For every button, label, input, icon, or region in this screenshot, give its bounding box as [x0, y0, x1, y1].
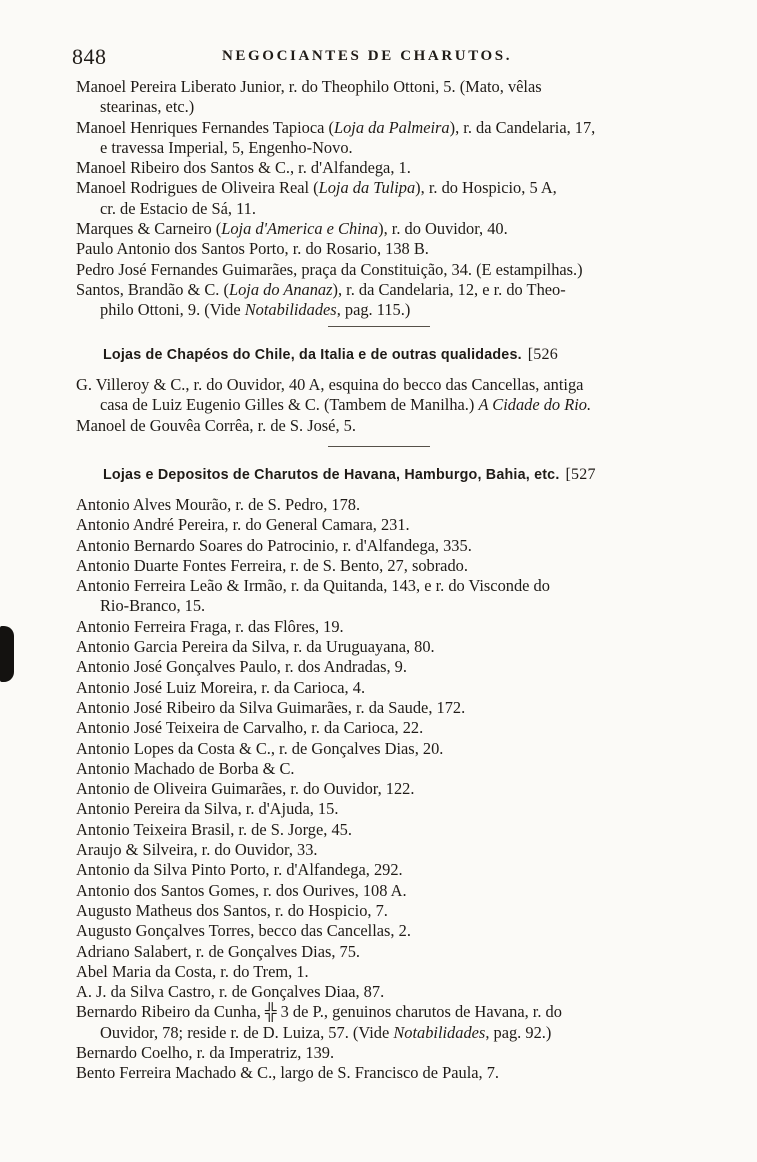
merchant-list-cigar-stores: [76, 495, 716, 1084]
entry-text: Santos, Brandão & C. (: [76, 279, 229, 299]
section-heading-cigar-stores: [103, 466, 596, 484]
entry-text: ), r. da Candelaria, 12, e r. do Theo-: [332, 279, 566, 299]
entry-text: Antonio José Teixeira de Carvalho, r. da Carioca, 22.: [76, 718, 424, 738]
entry-text: Antonio José Luiz Moreira, r. da Carioca, 4.: [76, 677, 366, 697]
directory-entry: [76, 1063, 716, 1083]
section-divider: [328, 326, 430, 327]
directory-entry: [76, 375, 716, 395]
entry-text: Antonio Bernardo Soares do Patrocinio, r. d'Alfandega, 335.: [76, 535, 472, 555]
directory-entry: [76, 962, 716, 982]
entry-text: Antonio Ferreira Leão & Irmão, r. da Quitanda, 143, e r. do Visconde do: [76, 576, 550, 596]
entry-text: cr. de Estacio de Sá, 11.: [100, 198, 256, 218]
directory-entry: [76, 881, 716, 901]
section-number: [527: [565, 466, 596, 483]
page-header: [72, 44, 722, 70]
entry-text: Abel Maria da Costa, r. do Trem, 1.: [76, 961, 309, 981]
directory-entry: [76, 219, 716, 239]
entry-text: philo Ottoni, 9. (Vide: [100, 300, 245, 320]
directory-entry: [76, 1043, 716, 1063]
shop-name: Loja d'America e China: [221, 219, 379, 239]
section-title: Lojas de Chapéos do Chile, da Italia e de outras qualidades.: [103, 347, 522, 363]
entry-continuation: [76, 1023, 716, 1043]
entry-continuation: [76, 300, 716, 320]
entry-text: Augusto Gonçalves Torres, becco das Cancellas, 2.: [76, 921, 411, 941]
directory-entry: [76, 536, 716, 556]
directory-entry: [76, 657, 716, 677]
entry-text: Antonio André Pereira, r. do General Camara, 231.: [76, 515, 410, 535]
running-title: NEGOCIANTES DE CHARUTOS.: [222, 48, 513, 64]
shop-name: Notabilidades: [244, 300, 337, 320]
entry-text: Augusto Matheus dos Santos, r. do Hospicio, 7.: [76, 900, 388, 920]
entry-text: Manoel de Gouvêa Corrêa, r. de S. José, 5.: [76, 415, 356, 435]
directory-entry: [76, 118, 716, 138]
entry-text: ), r. da Candelaria, 17,: [449, 117, 596, 137]
entry-text: Marques & Carneiro (: [76, 219, 222, 239]
entry-text: Manoel Pereira Liberato Junior, r. do Theophilo Ottoni, 5. (Mato, vêlas: [76, 77, 542, 96]
entry-text: Antonio Alves Mourão, r. de S. Pedro, 178.: [76, 495, 361, 514]
entry-text: casa de Luiz Eugenio Gilles & C. (Tambem de Manilha.): [100, 395, 479, 415]
directory-entry: [76, 860, 716, 880]
entry-continuation: [76, 138, 716, 158]
entry-text: Bernardo Ribeiro da Cunha, ╬ 3 de P., genuinos charutos de Havana, r. do: [76, 1002, 562, 1022]
directory-entry: [76, 617, 716, 637]
entry-text: Ouvidor, 78; reside r. de D. Luiza, 57. (Vide: [100, 1022, 394, 1042]
directory-entry: [76, 495, 716, 515]
directory-entry: [76, 637, 716, 657]
directory-entry: [76, 820, 716, 840]
directory-entry: [76, 840, 716, 860]
directory-entry: [76, 416, 716, 436]
directory-entry: [76, 515, 716, 535]
entry-text: Manoel Ribeiro dos Santos & C., r. d'Alfandega, 1.: [76, 158, 411, 178]
entry-text: Antonio Duarte Fontes Ferreira, r. de S. Bento, 27, sobrado.: [76, 555, 468, 575]
entry-text: Antonio dos Santos Gomes, r. dos Ourives, 108 A.: [76, 880, 407, 900]
page-number: 848: [72, 44, 107, 69]
entry-continuation: [76, 596, 716, 616]
entry-text: Pedro José Fernandes Guimarães, praça da Constituição, 34. (E estampilhas.): [76, 259, 583, 279]
directory-entry: [76, 739, 716, 759]
entry-continuation: [76, 395, 716, 415]
section-number: [526: [527, 346, 558, 363]
entry-text: Araujo & Silveira, r. do Ouvidor, 33.: [76, 840, 318, 860]
merchant-list-hats: [76, 375, 716, 436]
shop-name: Loja do Ananaz: [228, 279, 333, 299]
entry-text: ), r. do Hospicio, 5 A,: [415, 178, 557, 198]
section-divider: [328, 446, 430, 447]
entry-text: Antonio Teixeira Brasil, r. de S. Jorge, 45.: [76, 819, 352, 839]
directory-entry: [76, 982, 716, 1002]
directory-entry: [76, 178, 716, 198]
shop-name: Loja da Tulipa: [318, 178, 416, 198]
entry-text: Antonio Garcia Pereira da Silva, r. da Uruguayana, 80.: [76, 637, 435, 657]
entry-text: Adriano Salabert, r. de Gonçalves Dias, 75.: [76, 941, 361, 961]
shop-name: Loja da Palmeira: [333, 117, 450, 137]
entry-text: e travessa Imperial, 5, Engenho-Novo.: [100, 137, 353, 157]
shop-name: Notabilidades: [393, 1022, 486, 1042]
section-heading-hats: [103, 346, 558, 364]
entry-text: Antonio Pereira da Silva, r. d'Ajuda, 15.: [76, 799, 339, 819]
directory-entry: [76, 678, 716, 698]
entry-text: Antonio José Ribeiro da Silva Guimarães, r. da Saude, 172.: [76, 697, 466, 717]
directory-entry: [76, 901, 716, 921]
entry-text: Antonio José Gonçalves Paulo, r. dos Andradas, 9.: [76, 657, 407, 677]
entry-text: , pag. 92.): [485, 1022, 552, 1042]
entry-text: Bento Ferreira Machado & C., largo de S. Francisco de Paula, 7.: [76, 1063, 500, 1083]
entry-continuation: [76, 97, 716, 117]
entry-text: stearinas, etc.): [100, 97, 195, 117]
directory-entry: [76, 698, 716, 718]
entry-text: Rio-Branco, 15.: [100, 596, 206, 616]
directory-entry: [76, 718, 716, 738]
directory-entry: [76, 260, 716, 280]
directory-entry: [76, 576, 716, 596]
entry-text: Manoel Henriques Fernandes Tapioca (: [76, 117, 334, 137]
entry-text: Antonio de Oliveira Guimarães, r. do Ouvidor, 122.: [76, 779, 415, 799]
directory-entry: [76, 1002, 716, 1022]
entry-continuation: [76, 199, 716, 219]
binding-mark: [0, 626, 14, 682]
directory-entry: [76, 158, 716, 178]
entry-text: Manoel Rodrigues de Oliveira Real (: [76, 178, 319, 198]
directory-entry: [76, 280, 716, 300]
entry-text: Paulo Antonio dos Santos Porto, r. do Rosario, 138 B.: [76, 239, 429, 259]
entry-text: Antonio Lopes da Costa & C., r. de Gonçalves Dias, 20.: [76, 738, 444, 758]
directory-entry: [76, 942, 716, 962]
directory-entry: [76, 239, 716, 259]
entry-text: , pag. 115.): [336, 300, 411, 320]
directory-entry: [76, 556, 716, 576]
merchant-list-cigars: [76, 77, 716, 321]
entry-text: G. Villeroy & C., r. do Ouvidor, 40 A, esquina do becco das Cancellas, antiga: [76, 375, 584, 394]
entry-text: A. J. da Silva Castro, r. de Gonçalves Diaa, 87.: [76, 982, 385, 1002]
entry-text: ), r. do Ouvidor, 40.: [378, 219, 508, 239]
shop-name: A Cidade do Rio.: [478, 395, 592, 415]
directory-entry: [76, 779, 716, 799]
entry-text: Bernardo Coelho, r. da Imperatriz, 139.: [76, 1043, 335, 1063]
entry-text: Antonio da Silva Pinto Porto, r. d'Alfandega, 292.: [76, 860, 403, 880]
section-title: Lojas e Depositos de Charutos de Havana, Hamburgo, Bahia, etc.: [103, 467, 560, 483]
directory-entry: [76, 77, 716, 97]
directory-entry: [76, 921, 716, 941]
entry-text: Antonio Machado de Borba & C.: [76, 758, 295, 778]
directory-entry: [76, 799, 716, 819]
directory-entry: [76, 759, 716, 779]
entry-text: Antonio Ferreira Fraga, r. das Flôres, 19.: [76, 616, 344, 636]
